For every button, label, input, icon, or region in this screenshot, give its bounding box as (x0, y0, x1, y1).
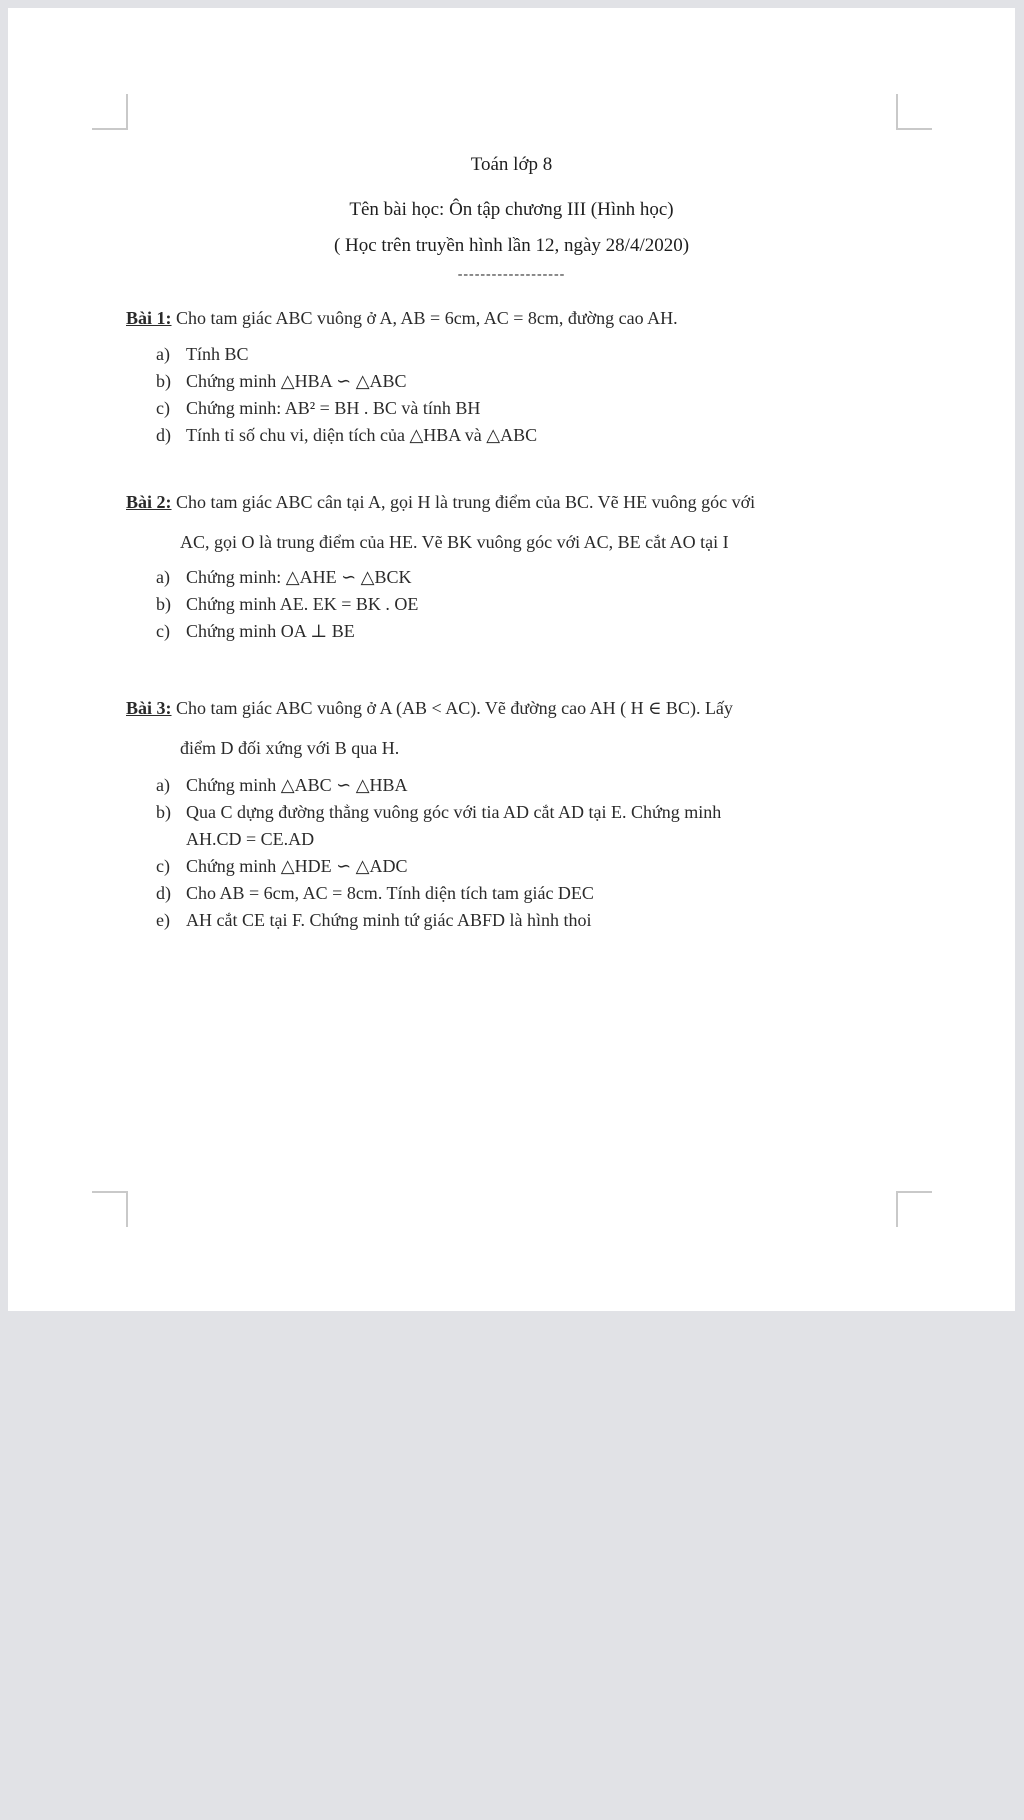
item-marker: a) (156, 775, 170, 795)
list-item (156, 368, 916, 395)
item-text-cont: AH.CD = CE.AD (186, 829, 315, 849)
crop-mark-bottom-right (896, 1191, 932, 1227)
item-marker: c) (156, 398, 170, 418)
crop-mark-top-right (896, 94, 932, 130)
list-item (156, 341, 916, 368)
exercise-2-text-cont: AC, gọi O là trung điểm của HE. Vẽ BK vuông góc với AC, BE cắt AO tại I (180, 532, 729, 552)
list-item (156, 422, 916, 449)
exercise-2-problem (126, 490, 926, 514)
list-item (156, 591, 916, 618)
lesson-title: Tên bài học: Ôn tập chương III (Hình học) (349, 199, 674, 220)
item-text: Chứng minh: △AHE ∽ △BCK (186, 567, 412, 587)
item-text: Chứng minh AE. EK = BK . OE (186, 594, 419, 614)
list-item (156, 799, 916, 853)
exercise-3-text: Cho tam giác ABC vuông ở A (AB < AC). Vẽ đường cao AH ( H ∈ BC). Lấy (171, 698, 733, 718)
list-item (156, 853, 916, 880)
item-text: Tính BC (186, 344, 249, 364)
list-item (156, 618, 916, 645)
item-text: Qua C dựng đường thẳng vuông góc với tia AD cắt AD tại E. Chứng minh (186, 802, 722, 822)
exercise-1-label: Bài 1: (126, 308, 172, 328)
item-marker: b) (156, 802, 171, 822)
list-item (156, 907, 916, 934)
item-marker: e) (156, 910, 170, 930)
subject-title: Toán lớp 8 (470, 154, 553, 175)
item-marker: c) (156, 621, 170, 641)
exercise-3-text-cont: điểm D đối xứng với B qua H. (180, 738, 400, 758)
item-text: AH cắt CE tại F. Chứng minh tứ giác ABFD là hình thoi (186, 910, 592, 930)
exercise-3-label: Bài 3: (126, 698, 172, 718)
exercise-1-problem (126, 306, 926, 330)
exercise-2-label: Bài 2: (126, 492, 172, 512)
document-page (8, 8, 1015, 1311)
list-item (156, 880, 916, 907)
crop-mark-bottom-left (92, 1191, 128, 1227)
header-separator: ------------------- (457, 267, 566, 282)
item-text: Chứng minh △ABC ∽ △HBA (186, 775, 408, 795)
list-item (156, 772, 916, 799)
exercise-3-problem (126, 696, 926, 720)
list-item (156, 564, 916, 591)
item-text: Tính tỉ số chu vi, diện tích của △HBA và △ABC (186, 425, 538, 445)
item-text: Chứng minh △HDE ∽ △ADC (186, 856, 408, 876)
exercise-1-text: Cho tam giác ABC vuông ở A, AB = 6cm, AC = 8cm, đường cao AH. (171, 308, 678, 328)
exercise-2-items (156, 564, 916, 645)
item-marker: b) (156, 371, 171, 391)
exercise-1-items (156, 341, 916, 449)
item-marker: c) (156, 856, 170, 876)
item-text: Cho AB = 6cm, AC = 8cm. Tính diện tích tam giác DEC (186, 883, 594, 903)
item-text: Chứng minh OA ⊥ BE (186, 621, 355, 641)
item-marker: a) (156, 344, 170, 364)
item-marker: d) (156, 883, 171, 903)
item-text: Chứng minh: AB² = BH . BC và tính BH (186, 398, 481, 418)
crop-mark-top-left (92, 94, 128, 130)
item-text: Chứng minh △HBA ∽ △ABC (186, 371, 407, 391)
item-marker: d) (156, 425, 171, 445)
list-item (156, 395, 916, 422)
exercise-3-items (156, 772, 916, 934)
item-marker: a) (156, 567, 170, 587)
broadcast-note: ( Học trên truyền hình lần 12, ngày 28/4/2020) (333, 235, 690, 256)
item-marker: b) (156, 594, 171, 614)
exercise-2-text: Cho tam giác ABC cân tại A, gọi H là trung điểm của BC. Vẽ HE vuông góc với (171, 492, 756, 512)
